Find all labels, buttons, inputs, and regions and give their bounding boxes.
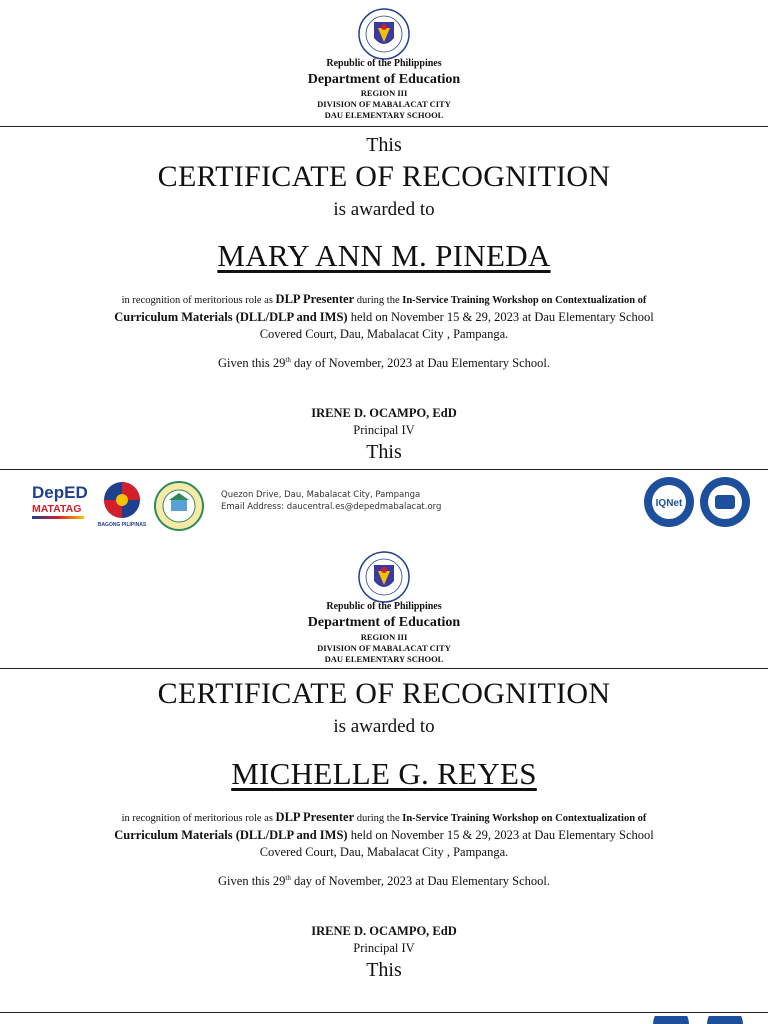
dqs-badge-icon <box>699 476 751 528</box>
event-date-2: held on November 15 & 29, 2023 at Dau Elementary School <box>347 828 654 842</box>
footer-address <box>221 489 441 513</box>
event-date: held on November 15 & 29, 2023 at Dau Elementary School <box>347 310 654 324</box>
iqnet-badge-icon <box>643 476 695 528</box>
school-seal-icon <box>153 480 205 532</box>
event-title-2-2: Curriculum Materials (DLL/DLP and IMS) <box>114 828 348 842</box>
signatory-position-2: Principal IV <box>353 941 415 955</box>
given-b-2: day of November, 2023 at Dau Elementary School. <box>290 874 550 889</box>
dqs-badge-icon-2 <box>705 1016 745 1024</box>
given-a: Given this 29 <box>218 356 286 371</box>
event-title-1-2: In-Service Training Workshop on Contextualization of <box>402 813 647 824</box>
footer-divider <box>0 469 768 470</box>
school-text-2: DAU ELEMENTARY SCHOOL <box>324 654 444 664</box>
body-during-2: during the <box>354 813 403 824</box>
header-divider-2 <box>0 668 768 669</box>
signatory-position: Principal IV <box>353 423 415 437</box>
role-text: DLP Presenter <box>275 292 355 306</box>
email-text[interactable]: Email Address: daucentral.es@depedmabalacat.org <box>221 502 442 512</box>
republic-text: Republic of the Philippines <box>326 58 442 69</box>
matatag-bar <box>32 516 84 519</box>
deped-matatag-logo <box>32 484 88 528</box>
signatory-name: IRENE D. OCAMPO, EdD <box>311 406 457 420</box>
bagong-pilipinas-text: BAGONG PILIPINAS <box>97 522 147 528</box>
event-venue-2: Covered Court, Dau, Mabalacat City , Pampanga. <box>259 845 509 859</box>
this-label-bottom: This <box>366 441 402 463</box>
given-sup-2: th <box>285 874 291 882</box>
certificate-title-2: CERTIFICATE OF RECOGNITION <box>157 677 611 710</box>
division-text-2: DIVISION OF MABALACAT CITY <box>317 643 451 653</box>
republic-text-2: Republic of the Philippines <box>326 601 442 612</box>
address-text: Quezon Drive, Dau, Mabalacat City, Pampanga <box>221 490 421 500</box>
given-sup: th <box>285 356 291 364</box>
division-text: DIVISION OF MABALACAT CITY <box>317 99 451 109</box>
body-during: during the <box>354 295 403 306</box>
given-a-2: Given this 29 <box>218 874 286 889</box>
header-divider <box>0 126 768 127</box>
role-text-2: DLP Presenter <box>275 810 355 824</box>
department-text: Department of Education <box>307 72 461 87</box>
deped-seal-icon <box>358 8 410 60</box>
awarded-to-text-2: is awarded to <box>333 716 435 737</box>
body-intro-2: in recognition of meritorious role as <box>121 813 276 824</box>
deped-logo-text: DepED <box>32 483 88 502</box>
region-text-2: REGION III <box>360 632 408 642</box>
school-text: DAU ELEMENTARY SCHOOL <box>324 110 444 120</box>
iqnet-text: IQNet <box>655 498 683 509</box>
signatory-name-2: IRENE D. OCAMPO, EdD <box>311 924 457 938</box>
given-text <box>0 356 768 371</box>
given-text-2 <box>0 874 768 889</box>
recognition-body-2 <box>0 809 768 861</box>
iqnet-badge-icon-2 <box>651 1016 691 1024</box>
recognition-body <box>0 291 768 343</box>
body-intro: in recognition of meritorious role as <box>121 295 276 306</box>
region-text: REGION III <box>360 88 408 98</box>
footer-divider-2 <box>0 1012 768 1013</box>
event-title-2: Curriculum Materials (DLL/DLP and IMS) <box>114 310 348 324</box>
given-b: day of November, 2023 at Dau Elementary School. <box>290 356 550 371</box>
deped-seal-icon-2 <box>358 551 410 603</box>
event-venue: Covered Court, Dau, Mabalacat City , Pampanga. <box>259 327 509 341</box>
this-label: This <box>366 134 402 156</box>
department-text-2: Department of Education <box>307 615 461 630</box>
event-title-1: In-Service Training Workshop on Contextualization of <box>402 295 647 306</box>
certificate-title: CERTIFICATE OF RECOGNITION <box>157 160 611 193</box>
this-label-bottom-2: This <box>366 959 402 981</box>
matatag-text: MATATAG <box>32 503 82 515</box>
recipient-name: MARY ANN M. PINEDA <box>217 238 551 273</box>
recipient-name-2: MICHELLE G. REYES <box>231 756 537 791</box>
awarded-to-text: is awarded to <box>333 199 435 220</box>
